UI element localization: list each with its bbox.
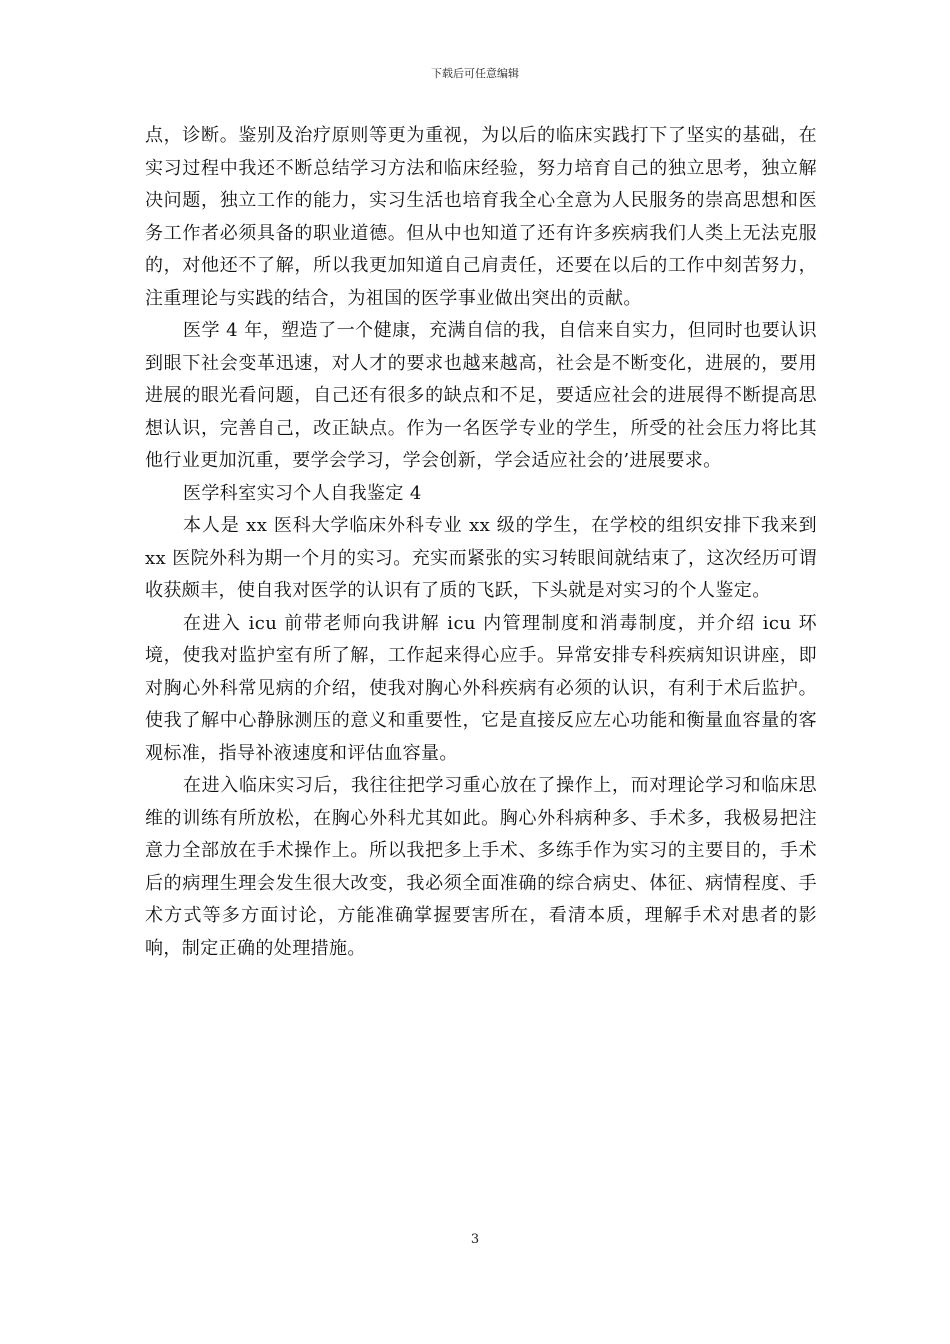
paragraph-clinical-practice: 在进入临床实习后，我往往把学习重心放在了操作上，而对理论学习和临床思维的训练有所放松，在胸心外科尤其如此。胸心外科病种多、手术多，我极易把注意力全部放在手术操作上。所以我把多上手术、多练手作为实习的主要目的，手术后的病理生理会发生很大改变，我必须全面准确的综合病史、体征、病情程度、手术方式等多方面讨论，方能准确掌握要害所在，看清本质，理解手术对患者的影响，制定正确的处理措施。	[145, 775, 817, 959]
paragraph-continuation: 点，诊断。鉴别及治疗原则等更为重视，为以后的临床实践打下了坚实的基础，在实习过程中我还不断总结学习方法和临床经验，努力培育自己的独立思考，独立解决问题，独立工作的能力，实习生活也培育我全心全意为人民服务的崇高思想和医务工作者必须具备的职业道德。但从中也知道了还有许多疾病我们人类上无法克服的，对他还不了解，所以我更加知道自己肩责任，还要在以后的工作中刻苦努力，注重理论与实践的结合，为祖国的医学事业做出突出的贡献。	[145, 125, 817, 309]
page-number: 3	[470, 1232, 480, 1247]
paragraph-medical-four-years: 医学 4 年，塑造了一个健康，充满自信的我，自信来自实力，但同时也要认识到眼下社会变革迅速，对人才的要求也越来越高，社会是不断变化，进展的，要用进展的眼光看问题，自己还有很多的缺点和不足，要适应社会的进展得不断提高思想认识，完善自己，改正缺点。作为一名医学专业的学生，所受的社会压力将比其他行业更加沉重，要学会学习，学会创新，学会适应社会的’进展要求。	[145, 320, 817, 471]
section-heading: 医学科室实习个人自我鉴定 4	[183, 482, 422, 504]
page-header: 下载后可任意编辑	[431, 67, 519, 80]
paragraph-icu: 在进入 icu 前带老师向我讲解 icu 内管理制度和消毒制度，并介绍 icu 环境，使我对监护室有所了解，工作起来得心应手。异常安排专科疾病知识讲座，即对胸心外科常见病的介绍，使我对胸心外科疾病有必须的认识，有利于术后监护。使我了解中心静脉测压的意义和重要性，它是直接反应左心功能和衡量血容量的客观标准，指导补液速度和评估血容量。	[145, 612, 817, 764]
paragraph-introduction: 本人是 xx 医科大学临床外科专业 xx 级的学生，在学校的组织安排下我来到 xx 医院外科为期一个月的实习。充实而紧张的实习转眼间就结束了，这次经历可谓收获颇丰，使自我对医学的认识有了质的飞跃，下头就是对实习的个人鉴定。	[145, 515, 817, 601]
document-body	[145, 120, 817, 965]
